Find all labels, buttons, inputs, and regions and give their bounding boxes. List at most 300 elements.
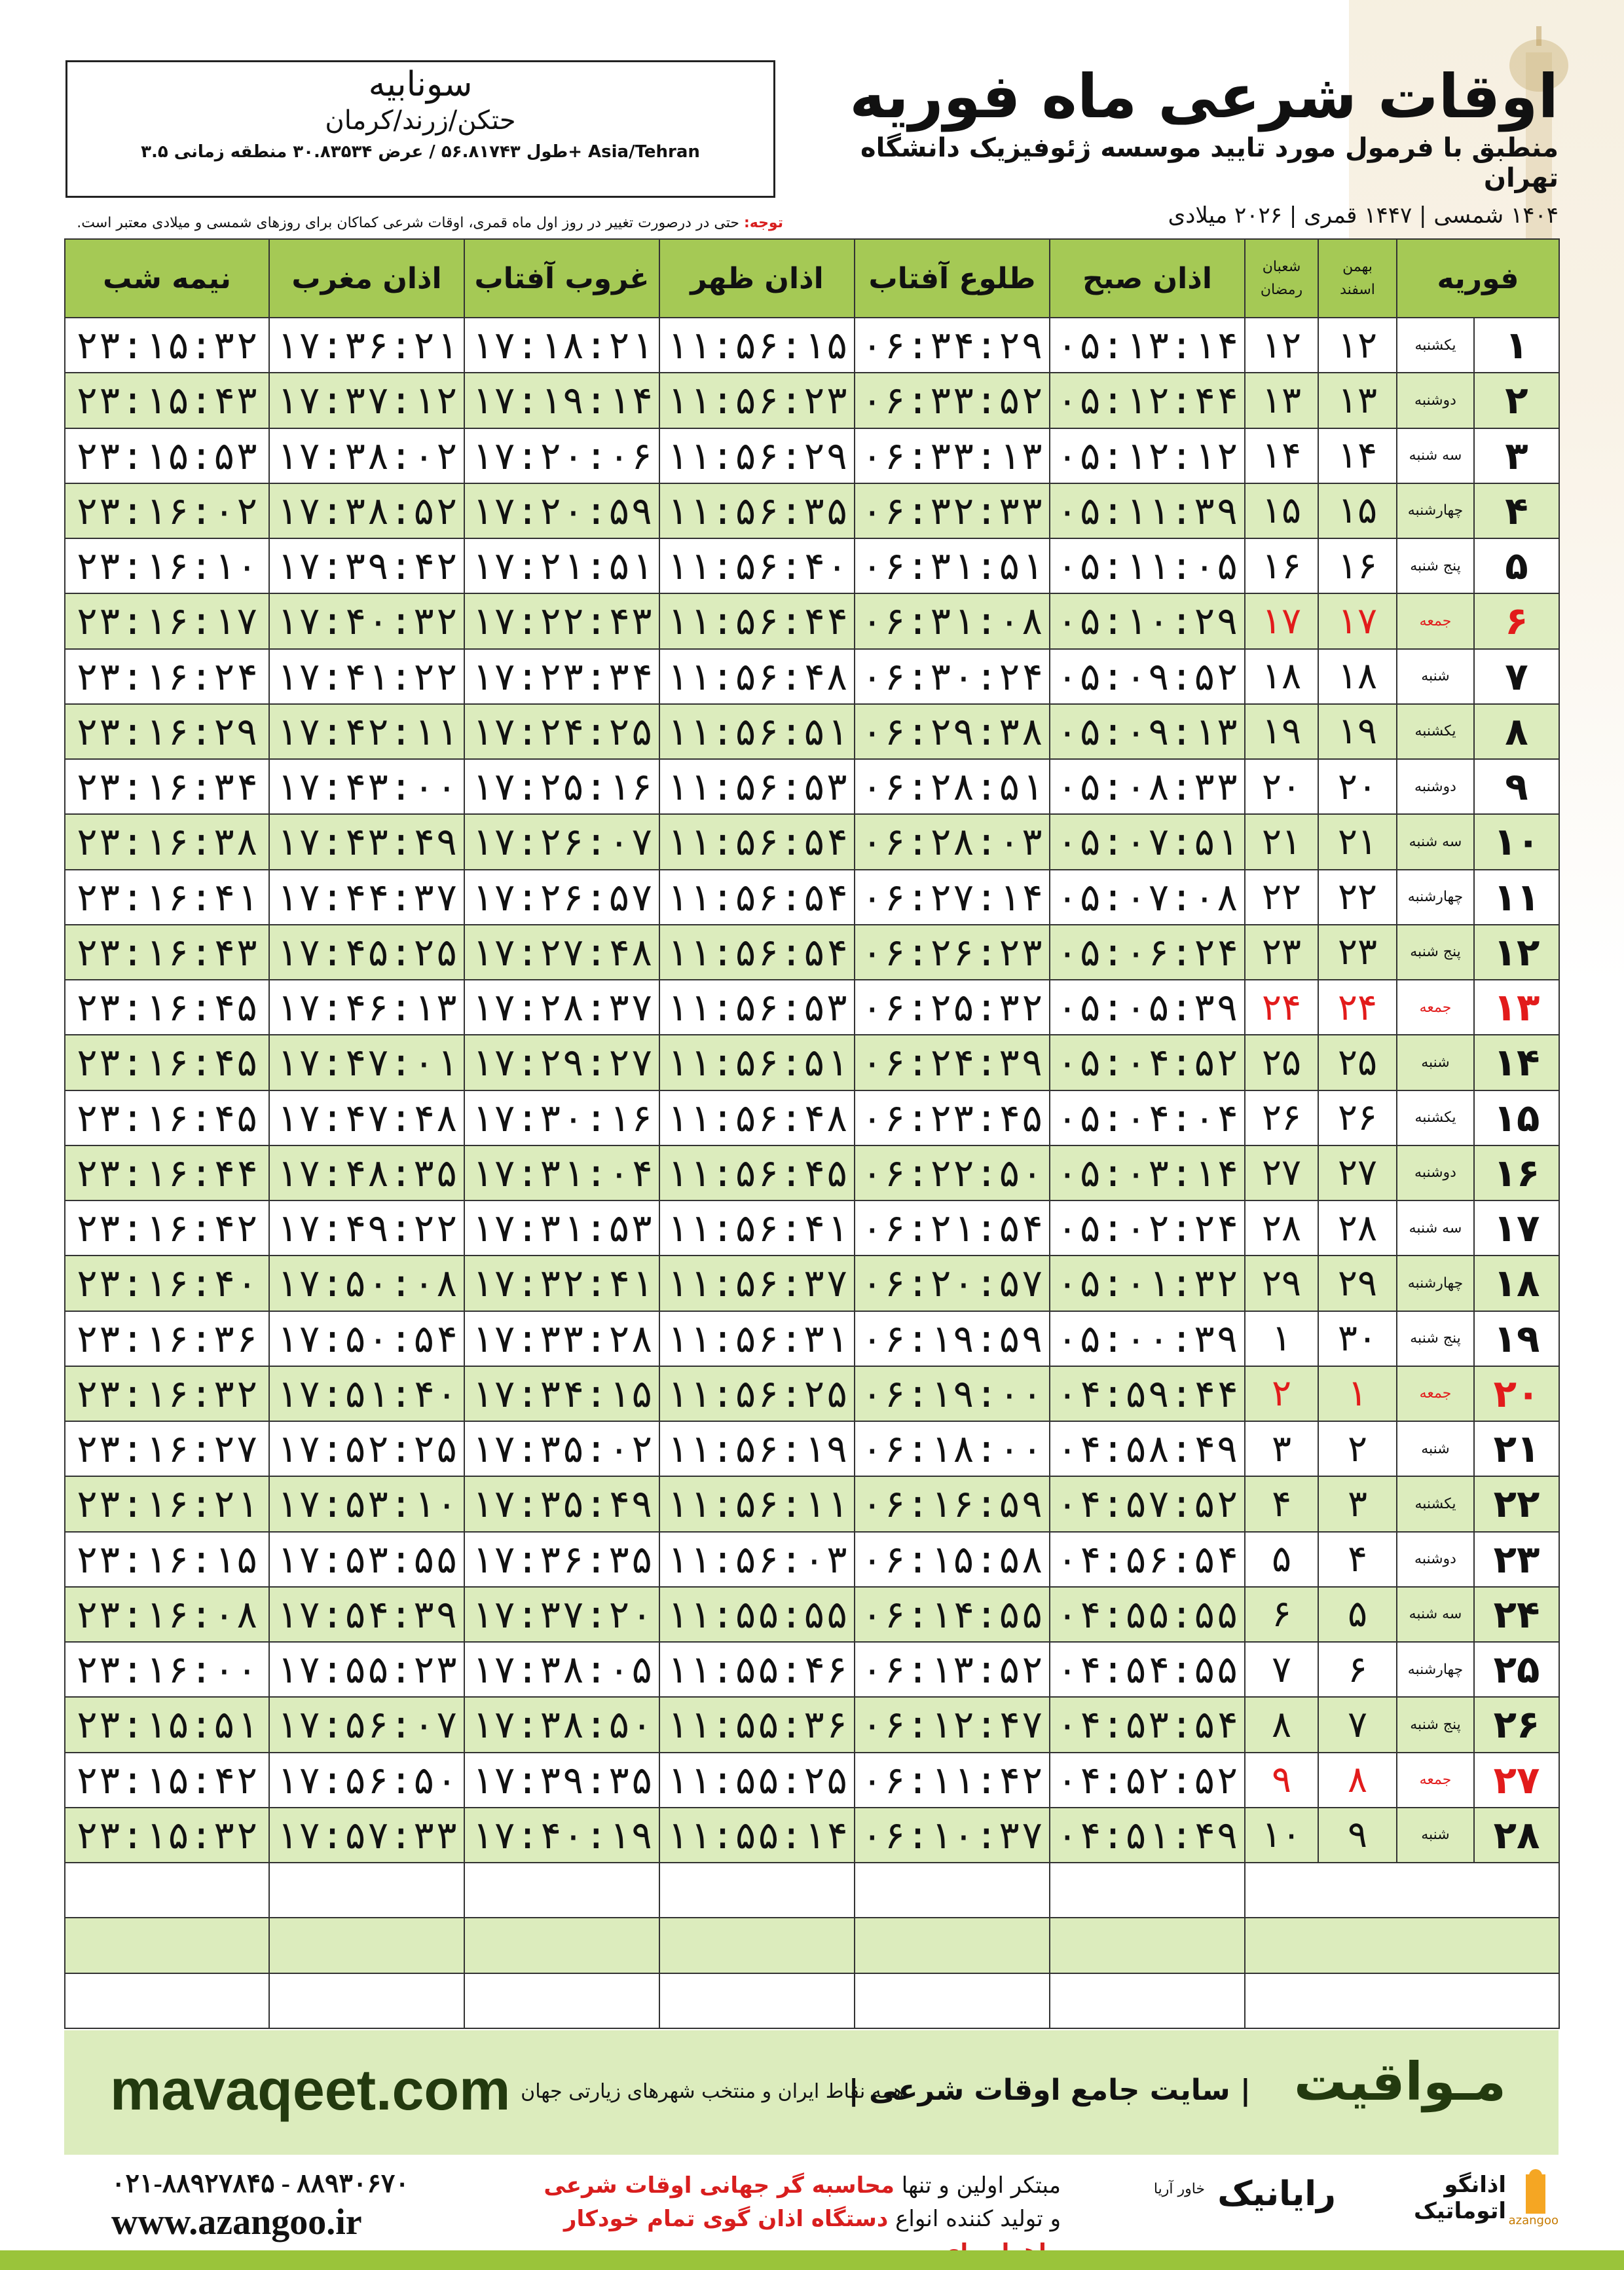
- weekday: چهارشنبه: [1397, 1642, 1474, 1697]
- sunset-time: ۱۷:۲۷:۴۸: [464, 925, 659, 980]
- solar-date: ۲۸: [1318, 1200, 1397, 1256]
- col-maghrib: اذان مغرب: [269, 239, 464, 318]
- logo2-name: رایانیک: [1217, 2174, 1336, 2214]
- col-month: فوریه: [1397, 239, 1559, 318]
- fajr-time: ۰۵:۰۵:۳۹: [1050, 980, 1245, 1035]
- table-row: [65, 1090, 1559, 1145]
- header-block: [838, 62, 1559, 229]
- empty-cell: [269, 1973, 464, 2029]
- day-number: ۱۵: [1474, 1090, 1559, 1145]
- maghrib-time: ۱۷:۵۳:۱۰: [269, 1476, 464, 1531]
- midnight-time: ۲۳:۱۶:۲۹: [65, 704, 269, 759]
- empty-cell: [269, 1863, 464, 1918]
- sunrise-time: ۰۶:۱۴:۵۵: [855, 1587, 1050, 1642]
- maghrib-time: ۱۷:۴۶:۱۳: [269, 980, 464, 1035]
- brand-name: مـواقیت: [1293, 2051, 1506, 2112]
- fajr-time: ۰۵:۰۶:۲۴: [1050, 925, 1245, 980]
- promo-line-1-highlight: محاسبه گر جهانی اوقات شرعی: [544, 2172, 895, 2199]
- lunar-date: ۲۳: [1245, 925, 1318, 980]
- solar-date: ۲۵: [1318, 1035, 1397, 1090]
- maghrib-time: ۱۷:۳۸:۰۲: [269, 428, 464, 483]
- contact-block: [111, 2168, 409, 2243]
- table-row: [65, 1587, 1559, 1642]
- day-number: ۱۳: [1474, 980, 1559, 1035]
- sunrise-time: ۰۶:۱۹:۰۰: [855, 1366, 1050, 1421]
- empty-cell: [65, 1918, 269, 1973]
- weekday: شنبه: [1397, 649, 1474, 704]
- table-row: [65, 814, 1559, 869]
- solar-date: ۱۸: [1318, 649, 1397, 704]
- solar-date: ۱۴: [1318, 428, 1397, 483]
- solar-date: ۲۹: [1318, 1256, 1397, 1311]
- sunrise-time: ۰۶:۱۹:۵۹: [855, 1311, 1050, 1366]
- dhuhr-time: ۱۱:۵۶:۴۴: [659, 593, 855, 648]
- col-fajr: اذان صبح: [1050, 239, 1245, 318]
- dhuhr-time: ۱۱:۵۶:۳۷: [659, 1256, 855, 1311]
- fajr-time: ۰۵:۰۹:۵۲: [1050, 649, 1245, 704]
- logo2-sub: خاور آریا: [1153, 2181, 1205, 2197]
- dhuhr-time: ۱۱:۵۵:۵۵: [659, 1587, 855, 1642]
- empty-cell: [659, 1863, 855, 1918]
- fajr-time: ۰۵:۰۰:۳۹: [1050, 1311, 1245, 1366]
- sunrise-time: ۰۶:۳۲:۳۳: [855, 483, 1050, 538]
- solar-date: ۱۳: [1318, 373, 1397, 428]
- fajr-time: ۰۴:۵۵:۵۵: [1050, 1587, 1245, 1642]
- lunar-date: ۴: [1245, 1476, 1318, 1531]
- table-row: [65, 1311, 1559, 1366]
- sunrise-time: ۰۶:۱۰:۳۷: [855, 1808, 1050, 1863]
- weekday: یکشنبه: [1397, 704, 1474, 759]
- table-row: [65, 1035, 1559, 1090]
- sunrise-time: ۰۶:۲۳:۴۵: [855, 1090, 1050, 1145]
- weekday: چهارشنبه: [1397, 483, 1474, 538]
- city-name: سونابیه: [368, 65, 473, 104]
- sunrise-time: ۰۶:۱۶:۵۹: [855, 1476, 1050, 1531]
- dhuhr-time: ۱۱:۵۶:۵۴: [659, 870, 855, 925]
- fajr-time: ۰۵:۰۷:۵۱: [1050, 814, 1245, 869]
- lunar-date: ۲۷: [1245, 1145, 1318, 1200]
- lunar-date: ۲۰: [1245, 759, 1318, 814]
- lunar-date: ۲: [1245, 1366, 1318, 1421]
- lunar-date: ۱۳: [1245, 373, 1318, 428]
- col-lunar-bottom: رمضان: [1260, 282, 1303, 298]
- col-solar-top: بهمن: [1342, 258, 1373, 275]
- empty-cell: [65, 1863, 269, 1918]
- midnight-time: ۲۳:۱۶:۱۷: [65, 593, 269, 648]
- solar-date: ۲۴: [1318, 980, 1397, 1035]
- fajr-time: ۰۴:۵۷:۵۲: [1050, 1476, 1245, 1531]
- weekday: سه شنبه: [1397, 814, 1474, 869]
- fajr-time: ۰۴:۵۶:۵۴: [1050, 1532, 1245, 1587]
- midnight-time: ۲۳:۱۶:۳۲: [65, 1366, 269, 1421]
- day-number: ۲۲: [1474, 1476, 1559, 1531]
- solar-date: ۱۶: [1318, 538, 1397, 593]
- weekday: چهارشنبه: [1397, 1256, 1474, 1311]
- sunset-time: ۱۷:۲۶:۵۷: [464, 870, 659, 925]
- col-sunrise: طلوع آفتاب: [855, 239, 1050, 318]
- day-number: ۲۴: [1474, 1587, 1559, 1642]
- day-number: ۲۵: [1474, 1642, 1559, 1697]
- note-text: حتی در درصورت تغییر در روز اول ماه قمری، اوقات شرعی کماکان برای روزهای شمسی و میلادی معتبر است.: [77, 215, 744, 231]
- fajr-time: ۰۵:۰۴:۰۴: [1050, 1090, 1245, 1145]
- day-number: ۷: [1474, 649, 1559, 704]
- lunar-date: ۱۹: [1245, 704, 1318, 759]
- weekday: سه شنبه: [1397, 1587, 1474, 1642]
- sunrise-time: ۰۶:۲۶:۲۳: [855, 925, 1050, 980]
- empty-cell: [1245, 1918, 1559, 1973]
- table-row: [65, 538, 1559, 593]
- sunset-time: ۱۷:۲۲:۴۳: [464, 593, 659, 648]
- table-row: [65, 1256, 1559, 1311]
- dhuhr-time: ۱۱:۵۶:۴۸: [659, 649, 855, 704]
- col-lunar: [1245, 239, 1318, 318]
- fajr-time: ۰۵:۱۳:۱۴: [1050, 318, 1245, 373]
- maghrib-time: ۱۷:۳۹:۴۲: [269, 538, 464, 593]
- fajr-time: ۰۴:۵۸:۴۹: [1050, 1421, 1245, 1476]
- midnight-time: ۲۳:۱۵:۵۳: [65, 428, 269, 483]
- lunar-date: ۱۲: [1245, 318, 1318, 373]
- sunrise-time: ۰۶:۳۱:۰۸: [855, 593, 1050, 648]
- fajr-time: ۰۴:۵۳:۵۴: [1050, 1697, 1245, 1752]
- day-number: ۱۰: [1474, 814, 1559, 869]
- day-number: ۸: [1474, 704, 1559, 759]
- weekday: جمعه: [1397, 593, 1474, 648]
- solar-date: ۸: [1318, 1753, 1397, 1808]
- solar-date: ۲: [1318, 1421, 1397, 1476]
- dhuhr-time: ۱۱:۵۶:۳۵: [659, 483, 855, 538]
- dhuhr-time: ۱۱:۵۶:۲۹: [659, 428, 855, 483]
- dhuhr-time: ۱۱:۵۶:۴۵: [659, 1145, 855, 1200]
- table-row: [65, 318, 1559, 373]
- promo-line-2-text: و تولید کننده انواع: [888, 2206, 1061, 2232]
- sunrise-time: ۰۶:۲۴:۳۹: [855, 1035, 1050, 1090]
- sunset-time: ۱۷:۲۳:۳۴: [464, 649, 659, 704]
- weekday: یکشنبه: [1397, 1476, 1474, 1531]
- midnight-time: ۲۳:۱۶:۴۵: [65, 1090, 269, 1145]
- table-header-row: [65, 239, 1559, 318]
- midnight-time: ۲۳:۱۶:۴۱: [65, 870, 269, 925]
- sunrise-time: ۰۶:۳۳:۵۲: [855, 373, 1050, 428]
- lunar-date: ۱۵: [1245, 483, 1318, 538]
- dhuhr-time: ۱۱:۵۶:۱۱: [659, 1476, 855, 1531]
- solar-date: ۱۷: [1318, 593, 1397, 648]
- fajr-time: ۰۵:۰۴:۵۲: [1050, 1035, 1245, 1090]
- empty-row: [65, 1918, 1559, 1973]
- sunset-time: ۱۷:۲۴:۲۵: [464, 704, 659, 759]
- table-row: [65, 1366, 1559, 1421]
- site-url[interactable]: mavaqeet.com: [110, 2057, 511, 2122]
- midnight-time: ۲۳:۱۶:۱۰: [65, 538, 269, 593]
- solar-date: ۶: [1318, 1642, 1397, 1697]
- midnight-time: ۲۳:۱۶:۰۲: [65, 483, 269, 538]
- logos: [1113, 2161, 1559, 2233]
- col-midnight: نیمه شب: [65, 239, 269, 318]
- table-row: [65, 1421, 1559, 1476]
- midnight-time: ۲۳:۱۶:۳۸: [65, 814, 269, 869]
- table-row: [65, 428, 1559, 483]
- table-row: [65, 870, 1559, 925]
- sunrise-time: ۰۶:۱۱:۴۲: [855, 1753, 1050, 1808]
- midnight-time: ۲۳:۱۶:۲۷: [65, 1421, 269, 1476]
- dhuhr-time: ۱۱:۵۵:۱۴: [659, 1808, 855, 1863]
- fajr-time: ۰۴:۵۹:۴۴: [1050, 1366, 1245, 1421]
- table-row: [65, 593, 1559, 648]
- solar-date: ۲۰: [1318, 759, 1397, 814]
- table-row: [65, 759, 1559, 814]
- day-number: ۱۱: [1474, 870, 1559, 925]
- lunar-date: ۲۹: [1245, 1256, 1318, 1311]
- sunset-time: ۱۷:۳۳:۲۸: [464, 1311, 659, 1366]
- lunar-date: ۲۲: [1245, 870, 1318, 925]
- lunar-date: ۱۶: [1245, 538, 1318, 593]
- weekday: دوشنبه: [1397, 1145, 1474, 1200]
- midnight-time: ۲۳:۱۶:۳۴: [65, 759, 269, 814]
- lunar-date: ۵: [1245, 1532, 1318, 1587]
- table-row: [65, 925, 1559, 980]
- fajr-time: ۰۵:۱۲:۱۲: [1050, 428, 1245, 483]
- maghrib-time: ۱۷:۴۴:۳۷: [269, 870, 464, 925]
- weekday: یکشنبه: [1397, 318, 1474, 373]
- midnight-time: ۲۳:۱۶:۱۵: [65, 1532, 269, 1587]
- dhuhr-time: ۱۱:۵۶:۳۱: [659, 1311, 855, 1366]
- day-number: ۹: [1474, 759, 1559, 814]
- solar-date: ۱۲: [1318, 318, 1397, 373]
- logo1-name: اذانگو اتوماتیک: [1413, 2172, 1506, 2224]
- phone-numbers: ۰۲۱-۸۸۹۲۷۸۴۵ - ۸۸۹۳۰۶۷۰: [111, 2168, 409, 2198]
- dhuhr-time: ۱۱:۵۵:۲۵: [659, 1753, 855, 1808]
- dhuhr-time: ۱۱:۵۶:۲۳: [659, 373, 855, 428]
- empty-cell: [855, 1973, 1050, 2029]
- footer-banner: [64, 2030, 1559, 2155]
- weekday: دوشنبه: [1397, 759, 1474, 814]
- maghrib-time: ۱۷:۴۷:۰۱: [269, 1035, 464, 1090]
- table-row: [65, 1476, 1559, 1531]
- col-dhuhr: اذان ظهر: [659, 239, 855, 318]
- maghrib-time: ۱۷:۵۵:۲۳: [269, 1642, 464, 1697]
- maghrib-time: ۱۷:۳۷:۱۲: [269, 373, 464, 428]
- sunrise-time: ۰۶:۳۱:۵۱: [855, 538, 1050, 593]
- sunset-time: ۱۷:۳۱:۰۴: [464, 1145, 659, 1200]
- midnight-time: ۲۳:۱۶:۲۱: [65, 1476, 269, 1531]
- weekday: پنج شنبه: [1397, 1697, 1474, 1752]
- day-number: ۲۸: [1474, 1808, 1559, 1863]
- solar-date: ۲۲: [1318, 870, 1397, 925]
- maghrib-time: ۱۷:۵۱:۴۰: [269, 1366, 464, 1421]
- fajr-time: ۰۵:۱۰:۲۹: [1050, 593, 1245, 648]
- col-lunar-top: شعبان: [1262, 258, 1301, 275]
- maghrib-time: ۱۷:۴۳:۰۰: [269, 759, 464, 814]
- fajr-time: ۰۴:۵۱:۴۹: [1050, 1808, 1245, 1863]
- sunrise-time: ۰۶:۲۸:۵۱: [855, 759, 1050, 814]
- day-number: ۲: [1474, 373, 1559, 428]
- col-solar: [1318, 239, 1397, 318]
- midnight-time: ۲۳:۱۶:۰۸: [65, 1587, 269, 1642]
- lunar-date: ۸: [1245, 1697, 1318, 1752]
- azangoo-website[interactable]: www.azangoo.ir: [111, 2202, 362, 2242]
- weekday: جمعه: [1397, 1753, 1474, 1808]
- weekday: یکشنبه: [1397, 1090, 1474, 1145]
- day-number: ۲۳: [1474, 1532, 1559, 1587]
- day-number: ۲۶: [1474, 1697, 1559, 1752]
- solar-date: ۲۷: [1318, 1145, 1397, 1200]
- midnight-time: ۲۳:۱۶:۴۵: [65, 1035, 269, 1090]
- prayer-times-table: [64, 238, 1560, 2029]
- maghrib-time: ۱۷:۵۶:۵۰: [269, 1753, 464, 1808]
- midnight-time: ۲۳:۱۵:۴۳: [65, 373, 269, 428]
- dhuhr-time: ۱۱:۵۶:۵۴: [659, 814, 855, 869]
- table-row: [65, 980, 1559, 1035]
- lunar-date: ۱: [1245, 1311, 1318, 1366]
- sunrise-time: ۰۶:۲۵:۳۲: [855, 980, 1050, 1035]
- midnight-time: ۲۳:۱۶:۴۲: [65, 1200, 269, 1256]
- midnight-time: ۲۳:۱۶:۴۰: [65, 1256, 269, 1311]
- bottom-strip: [0, 2250, 1624, 2270]
- day-number: ۲۷: [1474, 1753, 1559, 1808]
- empty-cell: [65, 1973, 269, 2029]
- city-region: حتکن/زرند/کرمان: [325, 105, 516, 136]
- maghrib-time: ۱۷:۵۴:۳۹: [269, 1587, 464, 1642]
- dhuhr-time: ۱۱:۵۶:۵۱: [659, 1035, 855, 1090]
- lunar-date: ۹: [1245, 1753, 1318, 1808]
- dhuhr-time: ۱۱:۵۶:۵۱: [659, 704, 855, 759]
- note: [63, 215, 783, 231]
- empty-cell: [464, 1918, 659, 1973]
- rayanik-logo: [1139, 2168, 1336, 2227]
- sunrise-time: ۰۶:۱۸:۰۰: [855, 1421, 1050, 1476]
- table-row: [65, 704, 1559, 759]
- sunrise-time: ۰۶:۳۳:۱۳: [855, 428, 1050, 483]
- empty-cell: [1050, 1863, 1245, 1918]
- dhuhr-time: ۱۱:۵۵:۳۶: [659, 1697, 855, 1752]
- midnight-time: ۲۳:۱۶:۴۵: [65, 980, 269, 1035]
- maghrib-time: ۱۷:۴۹:۲۲: [269, 1200, 464, 1256]
- note-label: توجه:: [743, 215, 783, 231]
- midnight-time: ۲۳:۱۶:۲۴: [65, 649, 269, 704]
- empty-cell: [1050, 1918, 1245, 1973]
- promo-line-1: [471, 2169, 1061, 2203]
- table-row: [65, 483, 1559, 538]
- midnight-time: ۲۳:۱۶:۰۰: [65, 1642, 269, 1697]
- lunar-date: ۱۰: [1245, 1808, 1318, 1863]
- empty-cell: [1245, 1863, 1559, 1918]
- solar-date: ۱۵: [1318, 483, 1397, 538]
- fajr-time: ۰۴:۵۲:۵۲: [1050, 1753, 1245, 1808]
- sunset-time: ۱۷:۳۵:۴۹: [464, 1476, 659, 1531]
- empty-cell: [464, 1863, 659, 1918]
- maghrib-time: ۱۷:۴۲:۱۱: [269, 704, 464, 759]
- fajr-time: ۰۵:۱۲:۴۴: [1050, 373, 1245, 428]
- midnight-time: ۲۳:۱۵:۵۱: [65, 1697, 269, 1752]
- sunset-time: ۱۷:۲۸:۳۷: [464, 980, 659, 1035]
- solar-date: ۱: [1318, 1366, 1397, 1421]
- day-number: ۴: [1474, 483, 1559, 538]
- dhuhr-time: ۱۱:۵۶:۴۱: [659, 1200, 855, 1256]
- sunrise-time: ۰۶:۳۴:۲۹: [855, 318, 1050, 373]
- fajr-time: ۰۵:۰۱:۳۲: [1050, 1256, 1245, 1311]
- midnight-time: ۲۳:۱۶:۴۴: [65, 1145, 269, 1200]
- table-row: [65, 1753, 1559, 1808]
- azangoo-logo: [1362, 2168, 1559, 2227]
- table-row: [65, 1145, 1559, 1200]
- lunar-date: ۷: [1245, 1642, 1318, 1697]
- weekday: پنج شنبه: [1397, 1311, 1474, 1366]
- table-row: [65, 649, 1559, 704]
- solar-date: ۹: [1318, 1808, 1397, 1863]
- maghrib-time: ۱۷:۳۶:۲۱: [269, 318, 464, 373]
- maghrib-time: ۱۷:۵۲:۲۵: [269, 1421, 464, 1476]
- sunrise-time: ۰۶:۲۲:۵۰: [855, 1145, 1050, 1200]
- calendar-years: ۱۴۰۴ شمسی | ۱۴۴۷ قمری | ۲۰۲۶ میلادی: [1168, 202, 1559, 229]
- page-title: اوقات شرعی ماه فوریه: [849, 62, 1559, 132]
- midnight-time: ۲۳:۱۵:۴۲: [65, 1753, 269, 1808]
- solar-date: ۳۰: [1318, 1311, 1397, 1366]
- day-number: ۱۴: [1474, 1035, 1559, 1090]
- brand-tagline: | سایت جامع اوقات شرعی |: [848, 2074, 1251, 2107]
- sunset-time: ۱۷:۳۸:۰۵: [464, 1642, 659, 1697]
- weekday: دوشنبه: [1397, 1532, 1474, 1587]
- empty-cell: [1050, 1973, 1245, 2029]
- sunset-time: ۱۷:۴۰:۱۹: [464, 1808, 659, 1863]
- weekday: جمعه: [1397, 980, 1474, 1035]
- sunrise-time: ۰۶:۲۱:۵۴: [855, 1200, 1050, 1256]
- brand-subline: همه نقاط ایران و منتخب شهرهای زیارتی جهان: [521, 2080, 904, 2103]
- empty-cell: [855, 1918, 1050, 1973]
- lunar-date: ۲۸: [1245, 1200, 1318, 1256]
- fajr-time: ۰۵:۰۳:۱۴: [1050, 1145, 1245, 1200]
- solar-date: ۵: [1318, 1587, 1397, 1642]
- dhuhr-time: ۱۱:۵۶:۵۳: [659, 759, 855, 814]
- weekday: پنج شنبه: [1397, 538, 1474, 593]
- table-row: [65, 1200, 1559, 1256]
- day-number: ۲۱: [1474, 1421, 1559, 1476]
- sunrise-time: ۰۶:۲۹:۳۸: [855, 704, 1050, 759]
- table-row: [65, 1642, 1559, 1697]
- dhuhr-time: ۱۱:۵۶:۴۸: [659, 1090, 855, 1145]
- day-number: ۲۰: [1474, 1366, 1559, 1421]
- table-row: [65, 1697, 1559, 1752]
- lunar-date: ۲۶: [1245, 1090, 1318, 1145]
- weekday: جمعه: [1397, 1366, 1474, 1421]
- lunar-date: ۳: [1245, 1421, 1318, 1476]
- dhuhr-time: ۱۱:۵۵:۴۶: [659, 1642, 855, 1697]
- sunset-time: ۱۷:۲۵:۱۶: [464, 759, 659, 814]
- dhuhr-time: ۱۱:۵۶:۰۳: [659, 1532, 855, 1587]
- maghrib-time: ۱۷:۵۳:۵۵: [269, 1532, 464, 1587]
- maghrib-time: ۱۷:۴۵:۲۵: [269, 925, 464, 980]
- empty-row: [65, 1863, 1559, 1918]
- solar-date: ۲۶: [1318, 1090, 1397, 1145]
- maghrib-time: ۱۷:۵۷:۳۳: [269, 1808, 464, 1863]
- azangoo-icon: [1513, 2168, 1559, 2220]
- maghrib-time: ۱۷:۵۶:۰۷: [269, 1697, 464, 1752]
- sunset-time: ۱۷:۲۹:۲۷: [464, 1035, 659, 1090]
- solar-date: ۴: [1318, 1532, 1397, 1587]
- day-number: ۱۹: [1474, 1311, 1559, 1366]
- lunar-date: ۶: [1245, 1587, 1318, 1642]
- sunrise-time: ۰۶:۱۲:۴۷: [855, 1697, 1050, 1752]
- dhuhr-time: ۱۱:۵۶:۲۵: [659, 1366, 855, 1421]
- day-number: ۱: [1474, 318, 1559, 373]
- dhuhr-time: ۱۱:۵۶:۵۳: [659, 980, 855, 1035]
- empty-cell: [659, 1973, 855, 2029]
- sunset-time: ۱۷:۳۹:۳۵: [464, 1753, 659, 1808]
- lunar-date: ۱۴: [1245, 428, 1318, 483]
- sunset-time: ۱۷:۳۲:۴۱: [464, 1256, 659, 1311]
- day-number: ۱۶: [1474, 1145, 1559, 1200]
- col-solar-bottom: اسفند: [1340, 282, 1375, 298]
- maghrib-time: ۱۷:۴۱:۲۲: [269, 649, 464, 704]
- solar-date: ۲۳: [1318, 925, 1397, 980]
